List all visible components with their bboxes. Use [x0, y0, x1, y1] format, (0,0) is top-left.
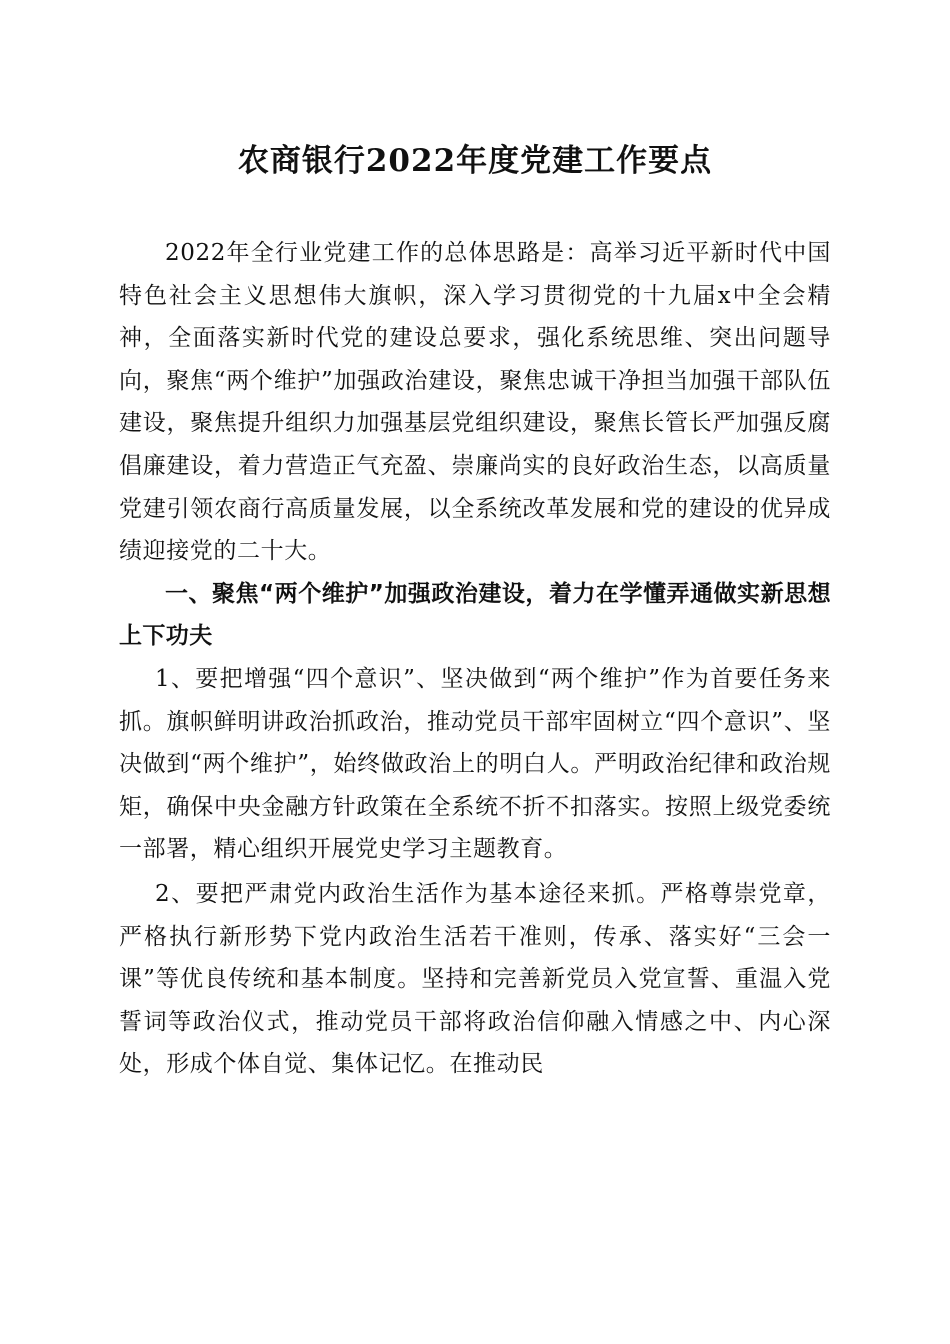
section-heading-1: 一、聚焦“两个维护”加强政治建设，着力在学懂弄通做实新思想上下功夫 — [119, 580, 831, 650]
document-body — [119, 232, 831, 1086]
list-item-1: 1、要把增强“四个意识”、坚决做到“两个维护”作为首要任务来抓。旗帜鲜明讲政治抓政治，推动党员干部牢固树立“四个意识”、坚决做到“两个维护”，始终做政治上的明白人。严明政治纪律和政治规矩，确保中央金融方针政策在全系统不折不扣落实。按照上级党委统一部署，精心组织开展党史学习主题教育。 — [119, 665, 831, 863]
list-item-2: 2、要把严肃党内政治生活作为基本途径来抓。严格尊崇党章，严格执行新形势下党内政治生活若干准则，传承、落实好“三会一课”等优良传统和基本制度。坚持和完善新党员入党宣誓、重温入党誓词等政治仪式，推动党员干部将政治信仰融入情感之中、内心深处，形成个体自觉、集体记忆。在推动民 — [119, 880, 831, 1078]
intro-paragraph: 2022年全行业党建工作的总体思路是：高举习近平新时代中国特色社会主义思想伟大旗帜，深入学习贯彻党的十九届x中全会精神，全面落实新时代党的建设总要求，强化系统思维、突出问题导向，聚焦“两个维护”加强政治建设，聚焦忠诚干净担当加强干部队伍建设，聚焦提升组织力加强基层党组织建设，聚焦长管长严加强反腐倡廉建设，着力营造正气充盈、崇廉尚实的良好政治生态，以高质量党建引领农商行高质量发展，以全系统改革发展和党的建设的优异成绩迎接党的二十大。 — [119, 240, 831, 565]
document-title: 农商银行2022年度党建工作要点 — [237, 143, 713, 179]
